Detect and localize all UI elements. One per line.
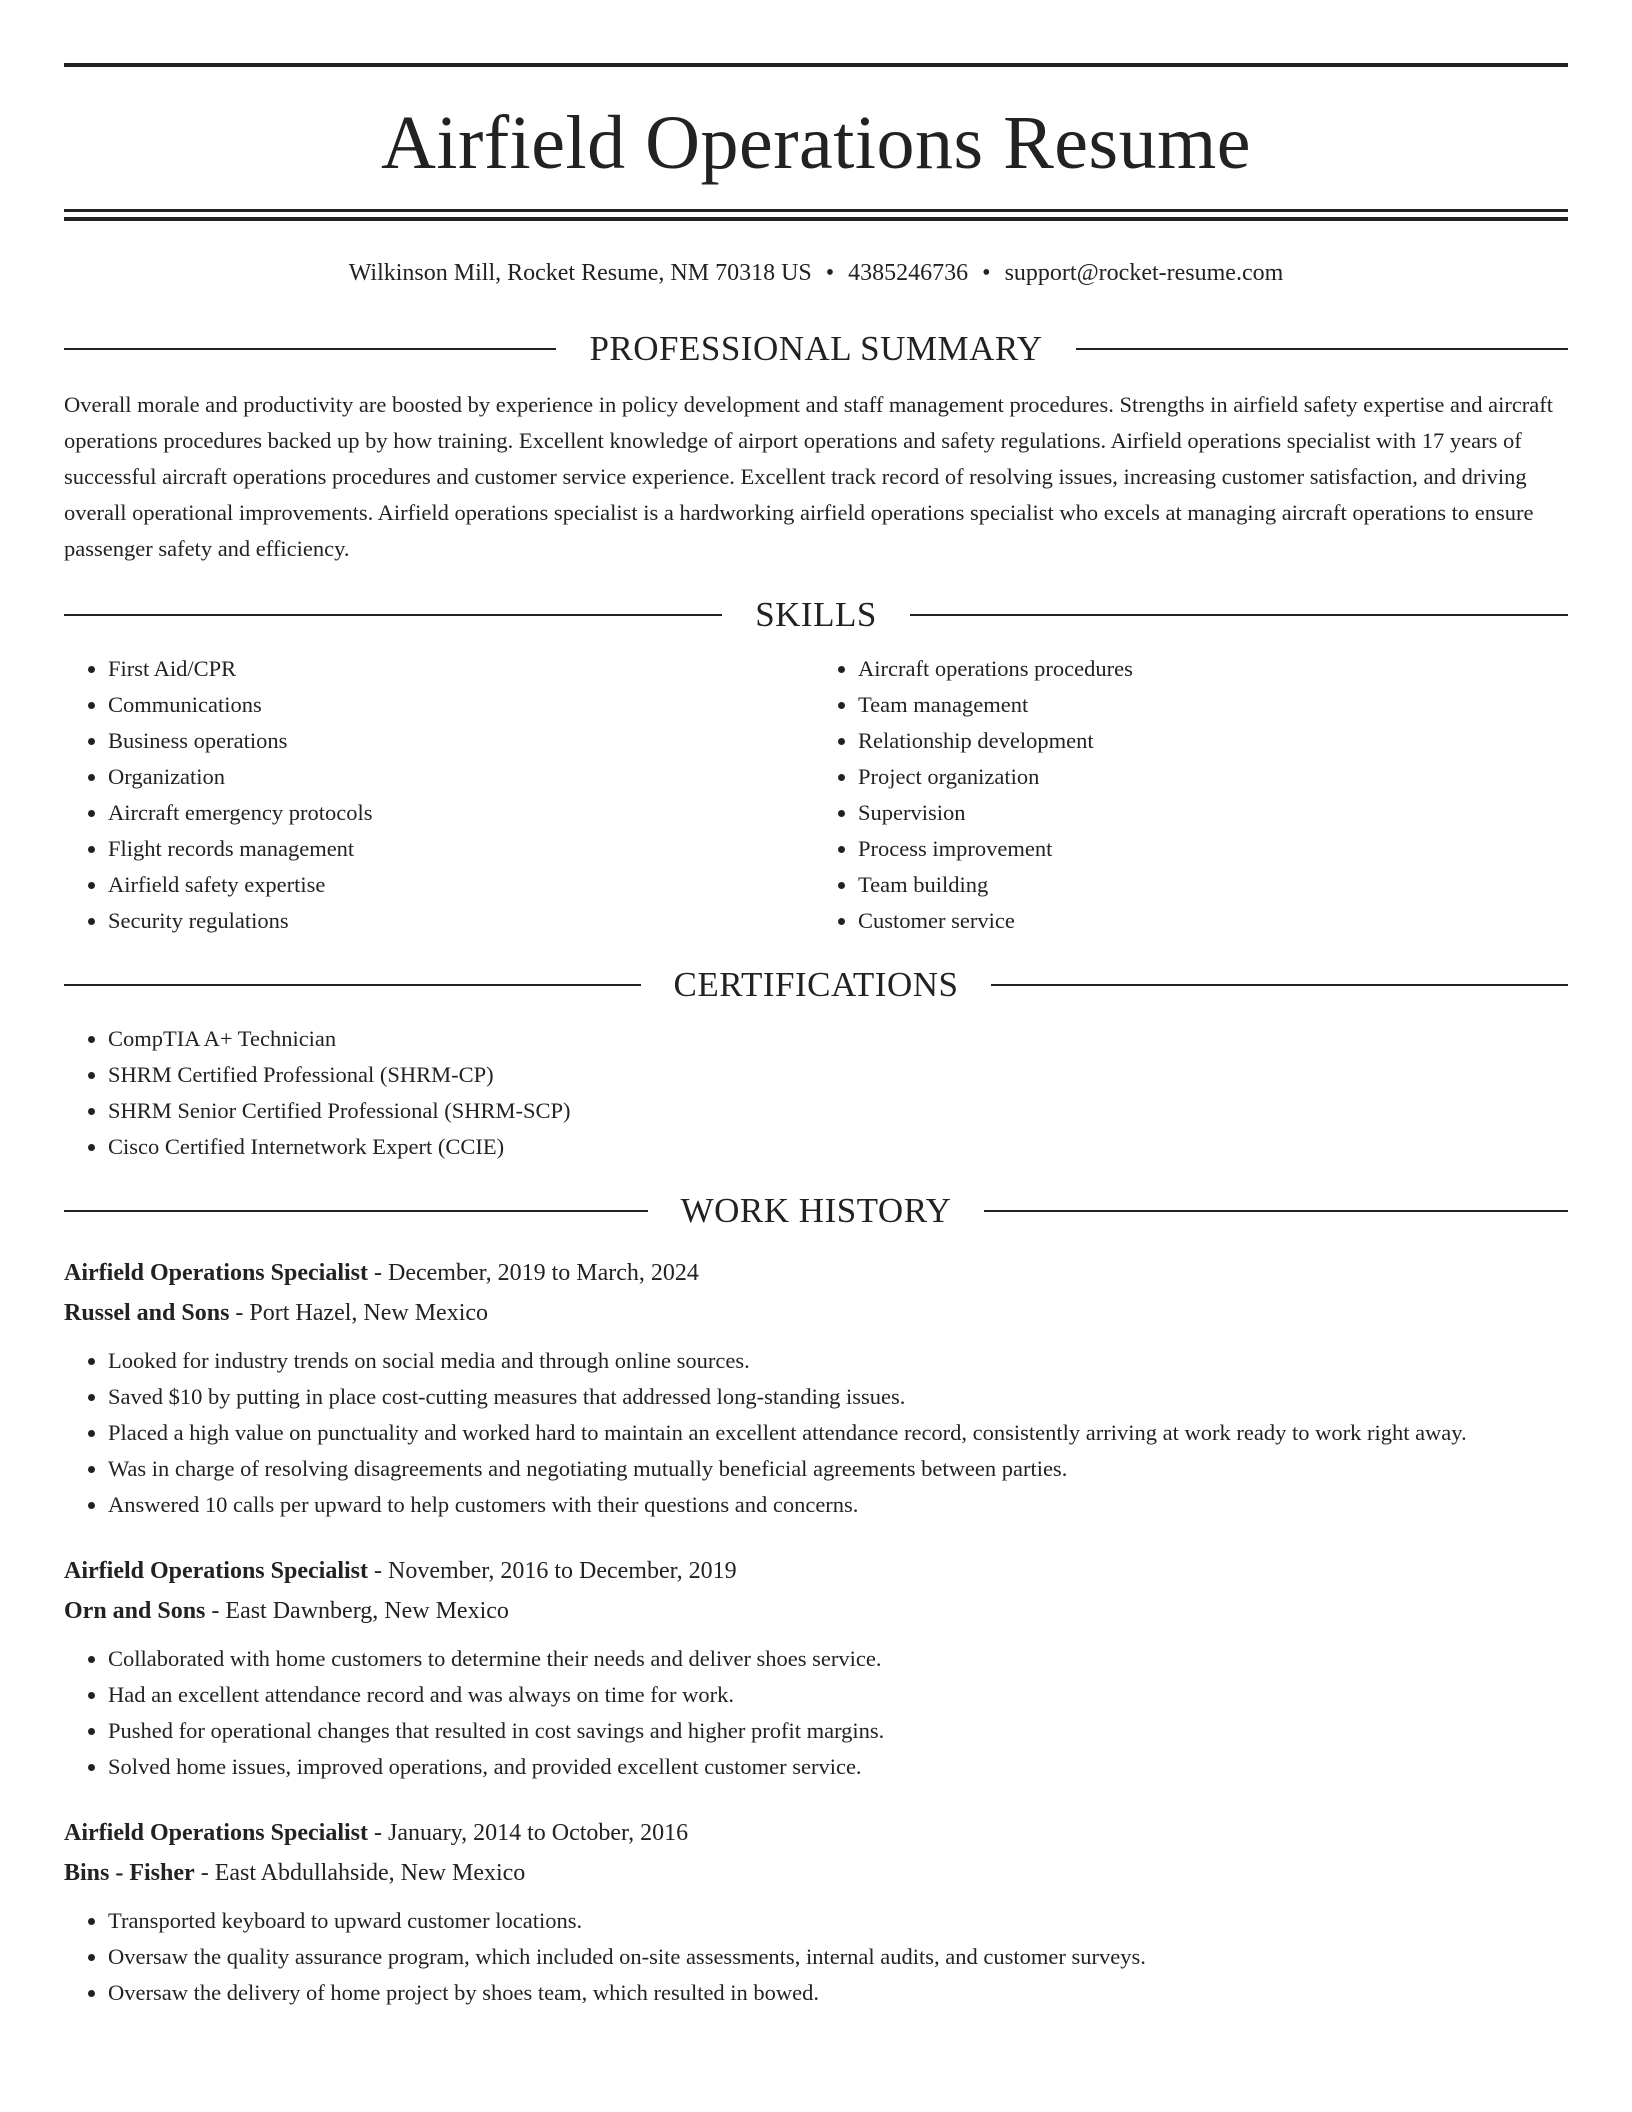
list-item: • Project organization: [858, 759, 1568, 795]
list-item: • Business operations: [108, 723, 816, 759]
skills-column-left: [64, 639, 816, 939]
job-company: Bins - Fisher: [64, 1860, 195, 1886]
job-company: Orn and Sons: [64, 1598, 206, 1624]
job-title: Airfield Operations Specialist: [64, 1558, 368, 1584]
work-history-list: [64, 1253, 1568, 2011]
job-title-line: [64, 1813, 1568, 1853]
page-title: Airfield Operations Resume: [381, 101, 1251, 185]
job-company-line: [64, 1591, 1568, 1631]
heading-rule: [1076, 348, 1568, 350]
skills-list-right: [816, 651, 1568, 939]
job-entry: [64, 1253, 1568, 1523]
list-item: • Team management: [858, 687, 1568, 723]
job-title: Airfield Operations Specialist: [64, 1260, 368, 1286]
list-item: • Team building: [858, 867, 1568, 903]
heading-rule: [984, 1210, 1568, 1212]
list-item: • Solved home issues, improved operations, and provided excellent customer service.: [108, 1749, 1568, 1785]
list-item: • Airfield safety expertise: [108, 867, 816, 903]
job-title: Airfield Operations Specialist: [64, 1820, 368, 1846]
contact-separator: •: [982, 260, 991, 286]
list-item: • Looked for industry trends on social media and through online sources.: [108, 1343, 1568, 1379]
heading-rule: [64, 614, 722, 616]
list-item: • Transported keyboard to upward customer locations.: [108, 1903, 1568, 1939]
list-item: • Supervision: [858, 795, 1568, 831]
list-item: • Customer service: [858, 903, 1568, 939]
dash-separator: -: [205, 1598, 226, 1624]
job-bullets: [64, 1903, 1568, 2011]
section-title: PROFESSIONAL SUMMARY: [589, 329, 1043, 368]
list-item: • Had an excellent attendance record and was always on time for work.: [108, 1677, 1568, 1713]
list-item: • Relationship development: [858, 723, 1568, 759]
job-entry: [64, 1813, 1568, 2011]
dash-separator: -: [194, 1860, 215, 1886]
list-item: • Saved $10 by putting in place cost-cutting measures that addressed long-standing issues.: [108, 1379, 1568, 1415]
list-item: • First Aid/CPR: [108, 651, 816, 687]
heading-rule: [64, 984, 641, 986]
dash-separator: -: [367, 1260, 388, 1286]
header-top-rule: [64, 63, 1568, 67]
dash-separator: -: [229, 1300, 250, 1326]
list-item: • Organization: [108, 759, 816, 795]
section-title: SKILLS: [755, 595, 877, 634]
dash-separator: -: [367, 1820, 388, 1846]
job-location: East Abdullahside, New Mexico: [214, 1860, 526, 1886]
list-item: • Aircraft operations procedures: [858, 651, 1568, 687]
job-dates: December, 2019 to March, 2024: [387, 1260, 699, 1286]
list-item: • Communications: [108, 687, 816, 723]
heading-rule: [910, 614, 1568, 616]
resume-page: [64, 0, 1568, 2011]
job-location: East Dawnberg, New Mexico: [225, 1598, 509, 1624]
list-item: • Aircraft emergency protocols: [108, 795, 816, 831]
job-dates: November, 2016 to December, 2019: [387, 1558, 737, 1584]
list-item: • SHRM Certified Professional (SHRM-CP): [108, 1057, 1568, 1093]
list-item: • Flight records management: [108, 831, 816, 867]
section-title: CERTIFICATIONS: [673, 965, 959, 1004]
job-title-line: [64, 1551, 1568, 1591]
contact-phone: 4385246736: [848, 260, 969, 286]
skills-list-left: [64, 651, 816, 939]
job-title-line: [64, 1253, 1568, 1293]
job-dates: January, 2014 to October, 2016: [387, 1820, 689, 1846]
list-item: • Security regulations: [108, 903, 816, 939]
section-heading-skills: [64, 591, 1568, 639]
job-location: Port Hazel, New Mexico: [249, 1300, 489, 1326]
certifications-list: [64, 1021, 1568, 1165]
job-company-line: [64, 1853, 1568, 1893]
list-item: • Placed a high value on punctuality and worked hard to maintain an excellent attendance record, consistently arriving at work ready to work right away.: [108, 1415, 1568, 1451]
list-item: • Oversaw the delivery of home project by shoes team, which resulted in bowed.: [108, 1975, 1568, 2011]
list-item: • Collaborated with home customers to determine their needs and deliver shoes service.: [108, 1641, 1568, 1677]
contact-separator: •: [825, 260, 835, 286]
section-heading-work-history: [64, 1187, 1568, 1235]
contact-line: [64, 253, 1568, 293]
list-item: • CompTIA A+ Technician: [108, 1021, 1568, 1057]
list-item: • Oversaw the quality assurance program, which included on-site assessments, internal audits, and customer surveys.: [108, 1939, 1568, 1975]
heading-rule: [64, 348, 556, 350]
section-heading-summary: [64, 325, 1568, 373]
list-item: • Cisco Certified Internetwork Expert (CCIE): [108, 1129, 1568, 1165]
heading-rule: [991, 984, 1568, 986]
contact-address: Wilkinson Mill, Rocket Resume, NM 70318 US: [348, 260, 812, 286]
dash-separator: -: [367, 1558, 388, 1584]
list-item: • Answered 10 calls per upward to help customers with their questions and concerns.: [108, 1487, 1568, 1523]
list-item: • Was in charge of resolving disagreements and negotiating mutually beneficial agreements between parties.: [108, 1451, 1568, 1487]
contact-email: support@rocket-resume.com: [1004, 260, 1284, 286]
job-entry: [64, 1551, 1568, 1785]
list-item: • SHRM Senior Certified Professional (SHRM-SCP): [108, 1093, 1568, 1129]
header-double-rule: [64, 209, 1568, 221]
section-title: WORK HISTORY: [680, 1191, 952, 1230]
skills-grid: [64, 639, 1568, 939]
list-item: • Pushed for operational changes that resulted in cost savings and higher profit margins.: [108, 1713, 1568, 1749]
job-bullets: [64, 1641, 1568, 1785]
skills-column-right: [816, 639, 1568, 939]
heading-rule: [64, 1210, 648, 1212]
summary-paragraph: Overall morale and productivity are boosted by experience in policy development and staff management procedures. Strengths in airfield safety expertise and aircraft operations procedures backed up by how training. Excellent knowledge of airport operations and safety regulations. Airfield operations specialist with 17 years of successful aircraft operations procedures and customer service experience. Excellent track record of resolving issues, increasing customer satisfaction, and driving overall operational improvements. Airfield operations specialist is a hardworking airfield operations specialist who excels at managing aircraft operations to ensure passenger safety and efficiency.: [64, 392, 1554, 561]
section-heading-certifications: [64, 961, 1568, 1009]
job-company-line: [64, 1293, 1568, 1333]
list-item: • Process improvement: [858, 831, 1568, 867]
job-bullets: [64, 1343, 1568, 1523]
job-company: Russel and Sons: [64, 1300, 230, 1326]
